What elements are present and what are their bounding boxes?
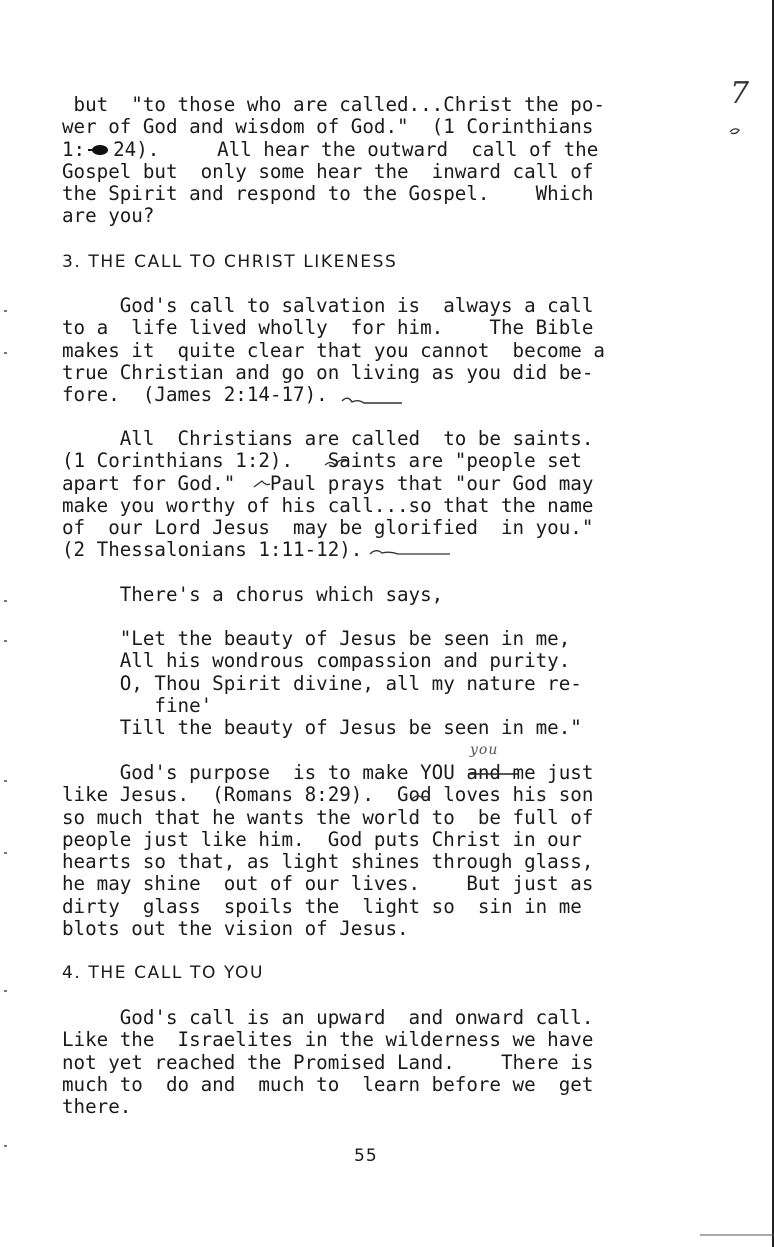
text-line: not yet reached the Promised Land. There is — [62, 1050, 594, 1074]
section-heading: 3. THE CALL TO CHRIST LIKENESS — [62, 252, 398, 272]
text-fragment: 24). All hear the outward call of the — [113, 137, 599, 161]
text-line: God's purpose is to make YOU and me just — [62, 761, 594, 784]
text-line: hearts so that, as light shines through glass, — [62, 850, 594, 874]
margin-speck — [4, 310, 7, 312]
text-fragment: 1: — [62, 137, 86, 161]
text-line: (2 Thessalonians 1:11-12). — [62, 538, 363, 562]
text-line: so much that he wants the world to be full of — [62, 805, 594, 829]
margin-speck — [4, 600, 7, 602]
text-line — [62, 139, 676, 161]
paragraph — [62, 428, 676, 562]
text-line: much to do and much to learn before we get — [62, 1072, 594, 1096]
paragraph — [62, 762, 676, 940]
text-line: but "to those who are called...Christ the po- — [62, 93, 605, 116]
ink-blot-icon — [85, 142, 113, 158]
text-line: true Christian and go on living as you did be- — [62, 360, 594, 384]
margin-speck — [4, 1145, 7, 1147]
text-line: people just like him. God puts Christ in our — [62, 827, 582, 851]
verse-line: "Let the beauty of Jesus be seen in me, — [62, 627, 571, 650]
text-line: of our Lord Jesus may be glorified in you." — [62, 516, 594, 540]
text-line: make you worthy of his call...so that the name — [62, 493, 594, 517]
paragraph — [62, 1007, 676, 1118]
pen-stroke-icon — [252, 478, 272, 490]
text-line: fore. (James 2:14-17). — [62, 383, 328, 407]
text-line: Gospel but only some hear the inward call of — [62, 159, 594, 183]
text-line: like Jesus. (Romans 8:29). God loves his son — [62, 783, 594, 807]
margin-scribble-icon — [728, 126, 742, 136]
verse-line: O, Thou Spirit divine, all my nature re- — [62, 671, 582, 695]
margin-speck — [4, 640, 7, 642]
chorus-verse — [62, 628, 676, 739]
page-corner-line — [700, 1232, 774, 1238]
text-line: (1 Corinthians 1:2). Saints are "people set — [62, 449, 582, 473]
margin-speck — [4, 852, 7, 854]
text-line: the Spirit and respond to the Gospel. Which — [62, 182, 594, 206]
pen-stroke-icon — [410, 790, 432, 802]
text-line: Like the Israelites in the wilderness we have — [62, 1028, 594, 1052]
paragraph — [62, 295, 676, 406]
section-heading: 4. THE CALL TO YOU — [62, 963, 265, 983]
margin-speck — [4, 352, 7, 354]
pen-stroke-icon — [323, 456, 349, 468]
text-line: wer of God and wisdom of God." (1 Corinthians — [62, 115, 594, 139]
text-line: makes it quite clear that you cannot become a — [62, 338, 605, 362]
text-line: are you? — [62, 204, 155, 228]
strike-through-mark — [466, 768, 520, 782]
margin-speck — [4, 780, 7, 782]
text-line: God's call to salvation is always a call — [62, 294, 594, 317]
margin-speck — [4, 990, 7, 992]
opening-paragraph — [62, 94, 676, 228]
text-line: he may shine out of our lives. But just as — [62, 872, 594, 896]
text-line: All Christians are called to be saints. — [62, 427, 594, 450]
text-line: dirty glass spoils the light so sin in me — [62, 894, 582, 918]
verse-line: fine' — [62, 693, 213, 717]
handwritten-annotation: you — [470, 742, 499, 758]
pen-stroke-icon — [340, 393, 404, 407]
text-line: There's a chorus which says, — [62, 583, 444, 606]
text-line: there. — [62, 1095, 132, 1119]
verse-line: Till the beauty of Jesus be seen in me." — [62, 716, 582, 740]
text-line: blots out the vision of Jesus. — [62, 917, 409, 941]
page-number: 55 — [354, 1146, 378, 1166]
text-line: God's call is an upward and onward call. — [62, 1006, 594, 1029]
text-line: apart for God." Paul prays that "our God may — [62, 471, 594, 495]
text-line: to a life lived wholly for him. The Bible — [62, 316, 594, 340]
verse-line: All his wondrous compassion and purity. — [62, 649, 571, 673]
pen-stroke-icon — [368, 545, 452, 559]
chorus-intro — [62, 584, 676, 606]
handwritten-margin-mark: 7 — [730, 76, 750, 111]
